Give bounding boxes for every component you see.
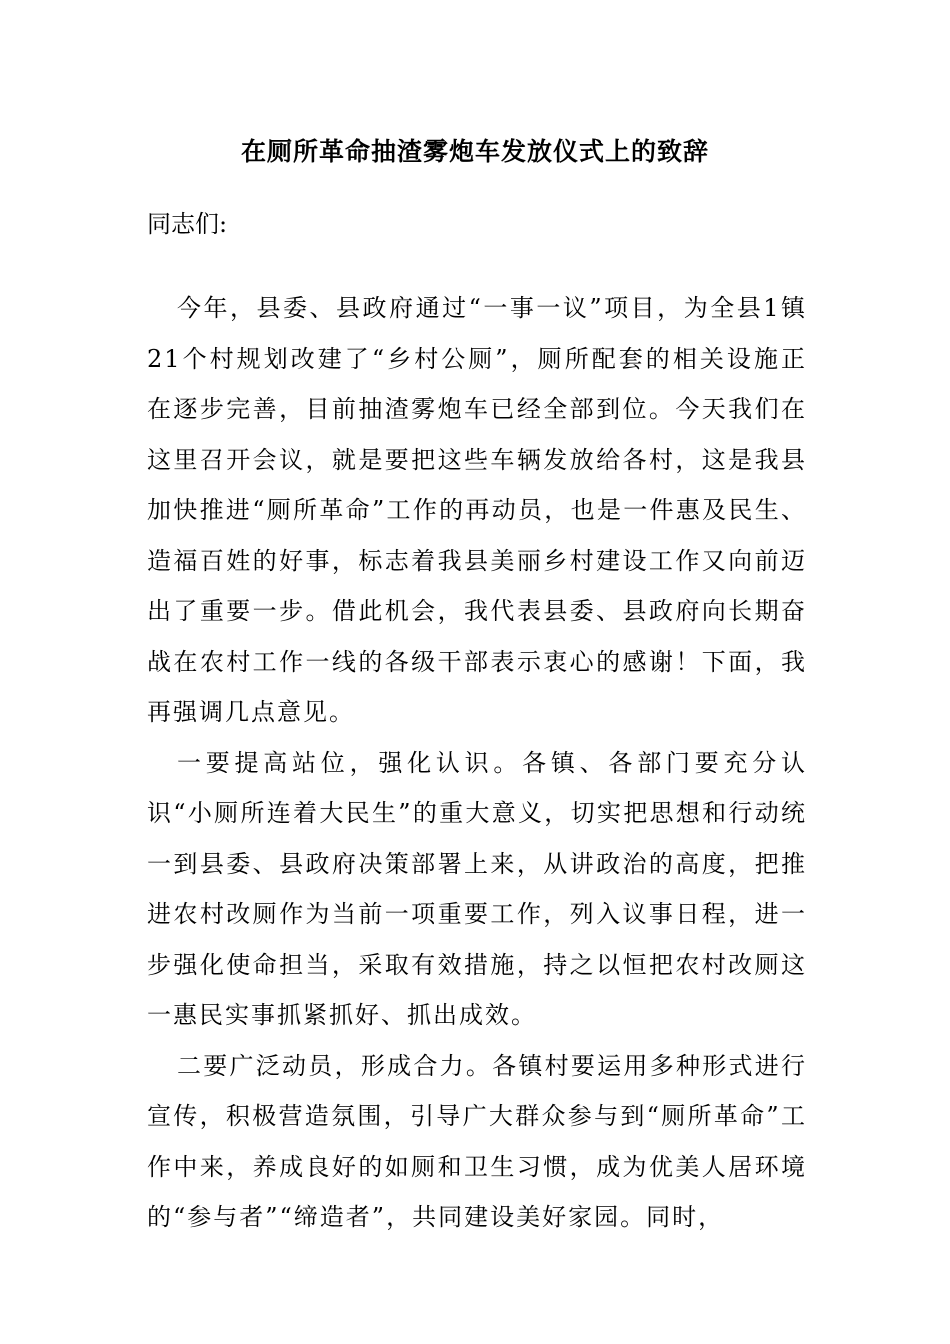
document-body [147, 283, 807, 1243]
document-title: 在厕所革命抽渣雾炮车发放仪式上的致辞 [240, 137, 709, 166]
paragraph-point-one: 一要提高站位，强化认识。各镇、各部门要充分认识“小厕所连着大民生”的重大意义，切实把思想和行动统一到县委、县政府决策部署上来，从讲政治的高度，把推进农村改厕作为当前一项重要工作，列入议事日程，进一步强化使命担当，采取有效措施，持之以恒把农村改厕这一惠民实事抓紧抓好、抓出成效。 [147, 748, 807, 1029]
paragraph-intro: 今年，县委、县政府通过“一事一议”项目，为全县1镇21个村规划改建了“乡村公厕”，厕所配套的相关设施正在逐步完善，目前抽渣雾炮车已经全部到位。今天我们在这里召开会议，就是要把这些车辆发放给各村，这是我县加快推进“厕所革命”工作的再动员，也是一件惠及民生、造福百姓的好事，标志着我县美丽乡村建设工作又向前迈出了重要一步。借此机会，我代表县委、县政府向长期奋战在农村工作一线的各级干部表示衷心的感谢！下面，我再强调几点意见。 [147, 294, 807, 726]
salutation: 同志们: [147, 210, 228, 238]
paragraph-point-two: 二要广泛动员，形成合力。各镇村要运用多种形式进行宣传，积极营造氛围，引导广大群众参与到“厕所革命”工作中来，养成良好的如厕和卫生习惯，成为优美人居环境的“参与者”“缔造者”，共同建设美好家园。同时， [147, 1051, 807, 1231]
